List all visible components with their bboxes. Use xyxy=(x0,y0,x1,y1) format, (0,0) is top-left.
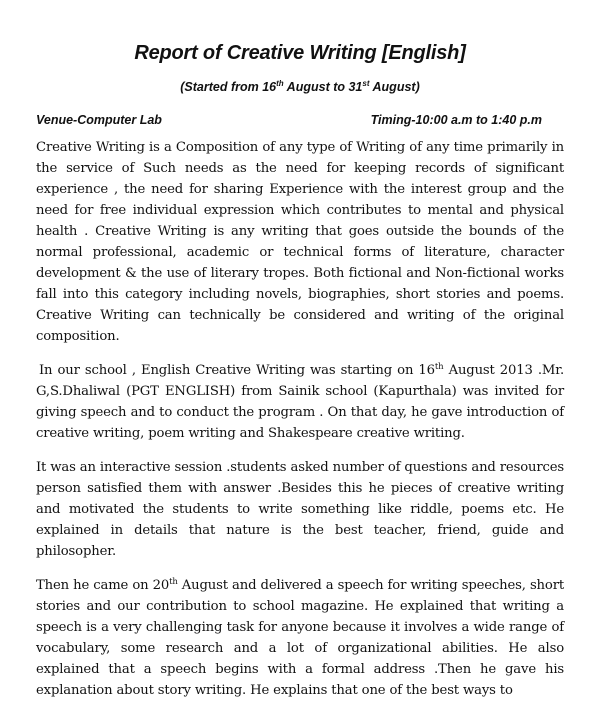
date-range-middle: August to 31 xyxy=(283,80,363,94)
report-title: Report of Creative Writing [English] xyxy=(134,42,466,64)
report-body xyxy=(36,137,564,701)
timing-text: Timing-10:00 a.m to 1:40 p.m xyxy=(370,113,542,127)
date-range-prefix: (Started from 16 xyxy=(180,80,277,94)
report-date-range xyxy=(36,78,564,96)
paragraph-introduction-end: August 2013 .Mr. G,S.Dhaliwal (PGT ENGLISH) from Sainik school (Kapurthala) was invited for giving speech and to conduct the program . On that day, he gave introduction of creative writing, poem writing and Shakespeare creative writing. xyxy=(36,363,564,441)
date-ordinal-suffix: th xyxy=(169,577,178,587)
date-start-suffix: th xyxy=(276,79,284,88)
paragraph-speech-end: August and delivered a speech for writing speeches, short stories and our contribution to school magazine. He explained that writing a speech is a very challenging task for anyone because it involves a wide range of vocabulary, some research and a lot of organizational abilities. He also explained that a speech begins with a formal address .Then he gave his explanation about story writing. He explains that one of the best ways to xyxy=(36,578,564,698)
paragraph-session: It was an interactive session .students asked number of questions and resources person satisfied them with answer .Besides this he pieces of creative writing and motivated the students to write something like riddle, poems etc. He explained in details that nature is the best teacher, friend, guide and philosopher. xyxy=(36,460,564,559)
paragraph-speech xyxy=(36,575,564,701)
date-ordinal-suffix: th xyxy=(434,362,444,372)
date-range-suffix: August) xyxy=(369,80,420,94)
date-end-suffix: st xyxy=(362,79,370,88)
paragraph-introduction xyxy=(36,360,564,444)
paragraph-speech-start: Then he came on 20 xyxy=(36,578,170,593)
paragraph-introduction-start: In our school , English Creative Writing was starting on 16 xyxy=(39,363,435,378)
venue-text: Venue-Computer Lab xyxy=(36,113,162,127)
venue-timing-row xyxy=(36,111,564,129)
paragraph-definition: Creative Writing is a Composition of any type of Writing of any time primarily in the service of Such needs as the need for keeping records of significant experience , the need for sharing Experience with the interest group and the need for free individual expression which contributes to mental and physical health . Creative Writing is any writing that goes outside the bounds of the normal professional, academic or technical forms of literature, character development & the use of literary tropes. Both fictional and Non-fictional works fall into this category including novels, biographies, short stories and poems. Creative Writing can technically be considered and writing of the original composition. xyxy=(36,140,564,344)
